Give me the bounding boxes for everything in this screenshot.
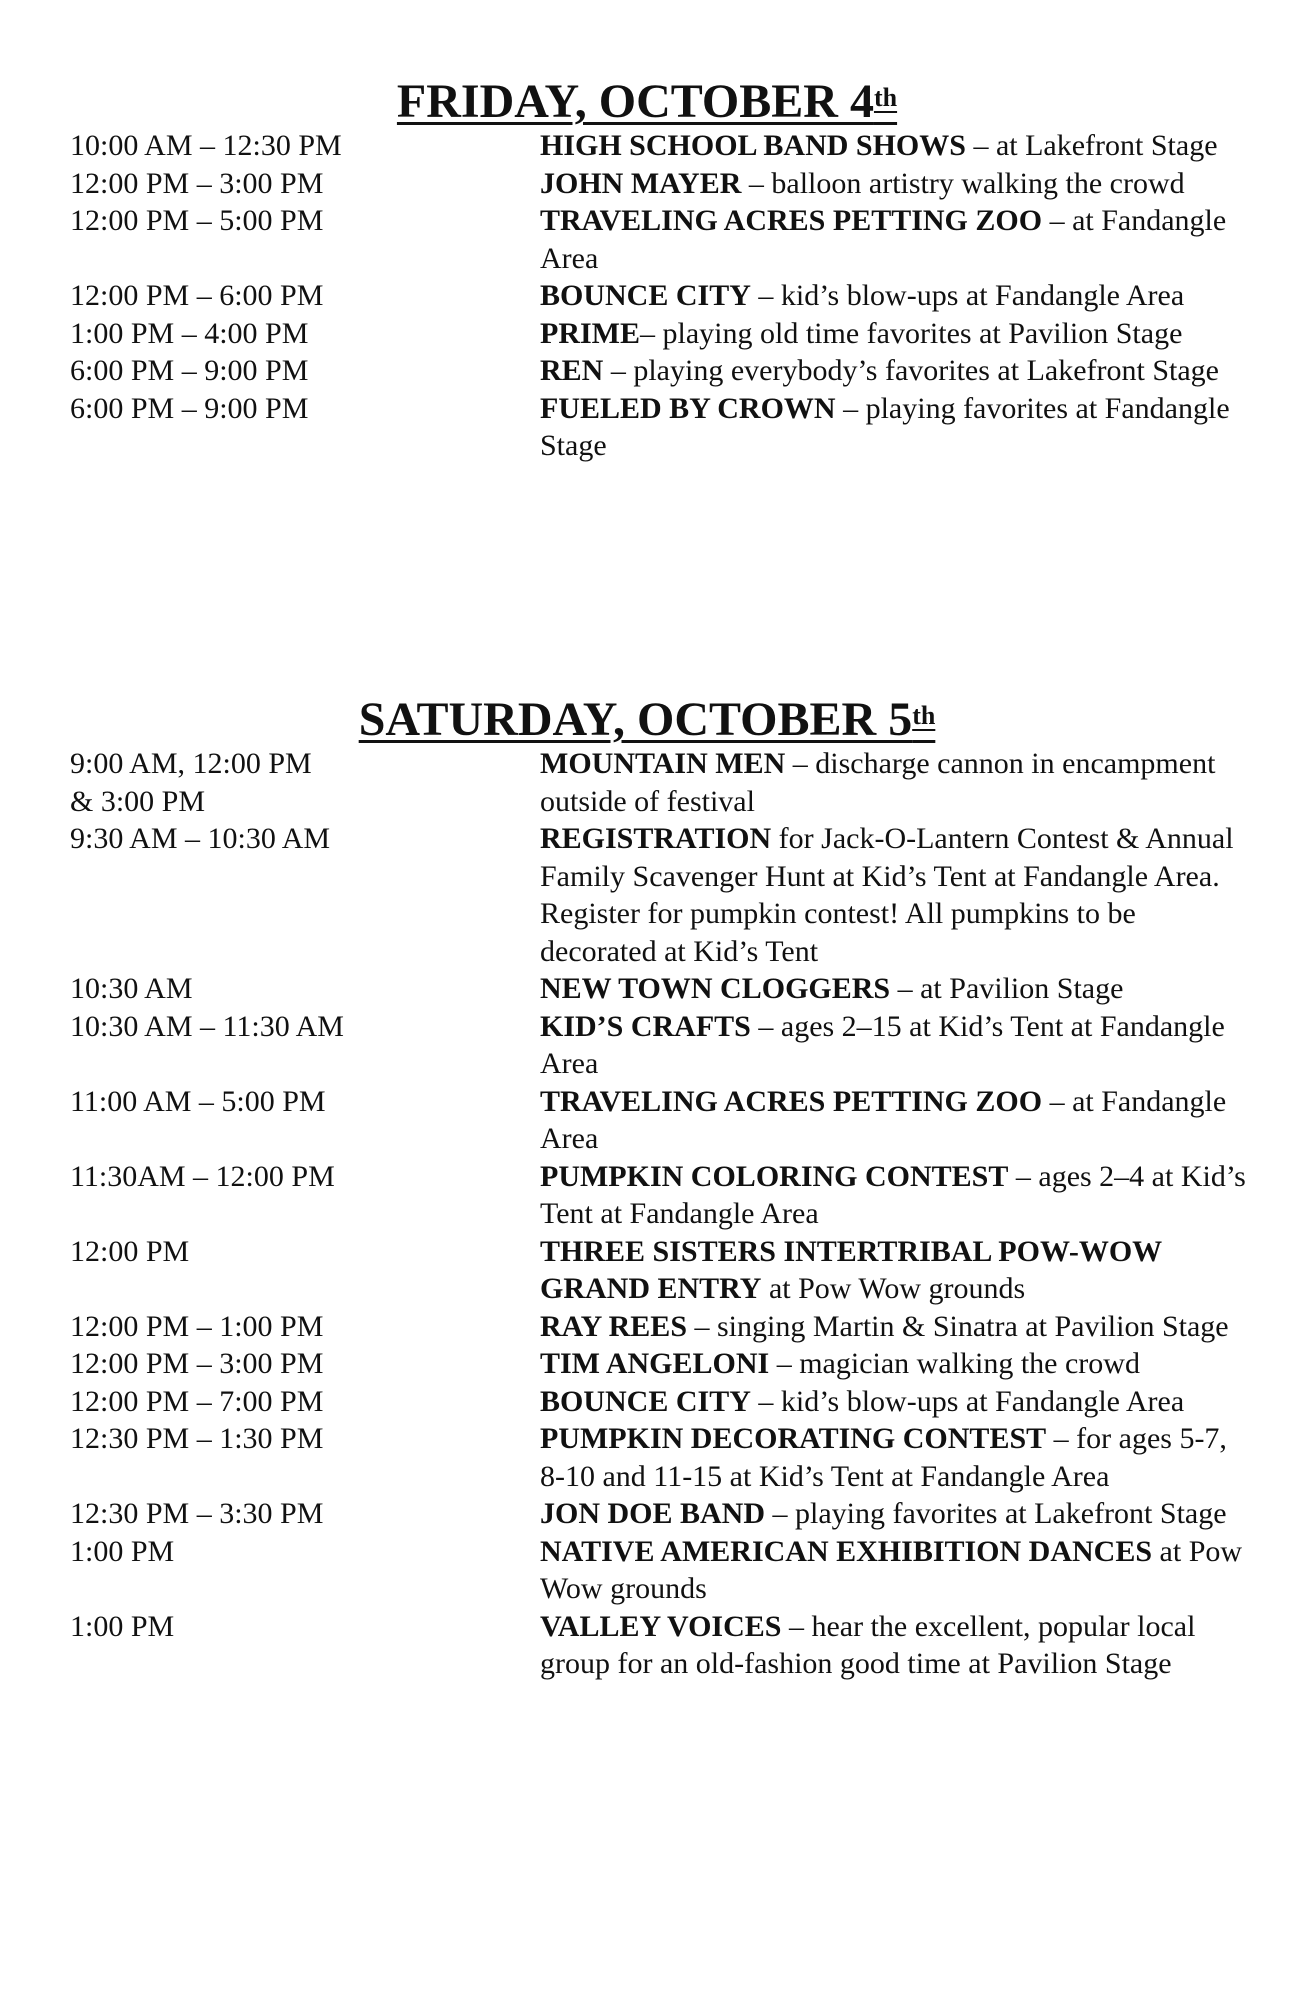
event-name: HIGH SCHOOL BAND SHOWS xyxy=(540,129,966,162)
event-name: MOUNTAIN MEN xyxy=(540,747,786,780)
event-name: VALLEY VOICES xyxy=(540,1609,782,1643)
event-name: FUELED BY CROWN xyxy=(540,391,836,425)
day-heading-text: FRIDAY, OCTOBER 4 xyxy=(396,75,874,128)
event-description xyxy=(540,202,1250,277)
event-detail: – playing favorites at Fandangle Stage xyxy=(540,391,1230,462)
schedule-row xyxy=(70,1083,1250,1158)
event-name: NATIVE AMERICAN EXHIBITION DANCES xyxy=(540,1534,1153,1568)
event-detail: – discharge cannon in encampment outside of festival xyxy=(540,747,1216,818)
event-detail: at Pow Wow grounds xyxy=(761,1272,1026,1305)
event-detail: – playing everybody’s favorites at Lakefront Stage xyxy=(603,354,1219,387)
event-time: 12:00 PM – 7:00 PM xyxy=(70,1384,324,1418)
event-description xyxy=(540,745,1250,820)
event-description xyxy=(540,390,1250,465)
event-time: 12:00 PM – 5:00 PM xyxy=(70,204,324,237)
event-name: PRIME xyxy=(540,316,640,350)
day-heading-suffix: th xyxy=(873,83,898,112)
schedule-friday xyxy=(70,127,1250,465)
day-heading-saturday xyxy=(0,694,1294,746)
event-detail: at Pow Wow grounds xyxy=(540,1534,1243,1605)
event-name: PUMPKIN DECORATING CONTEST xyxy=(540,1422,1047,1455)
event-time: 12:30 PM – 3:30 PM xyxy=(70,1497,324,1530)
event-name: PUMPKIN COLORING CONTEST xyxy=(540,1159,1009,1193)
event-detail: – magician walking the crowd xyxy=(769,1347,1140,1380)
day-heading-friday xyxy=(0,76,1294,128)
schedule-row xyxy=(70,820,1250,970)
event-detail: – at Fandangle Area xyxy=(540,1084,1227,1155)
event-detail: – kid’s blow-ups at Fandangle Area xyxy=(750,279,1185,312)
event-time: 12:00 PM xyxy=(70,1234,190,1268)
schedule-saturday xyxy=(70,745,1250,1683)
event-detail: – at Pavilion Stage xyxy=(890,972,1124,1005)
schedule-row xyxy=(70,1233,1250,1308)
event-time: 12:00 PM – 6:00 PM xyxy=(70,279,324,312)
event-name: BOUNCE CITY xyxy=(540,1384,751,1418)
event-name: RAY REES xyxy=(540,1309,687,1343)
schedule-row xyxy=(70,315,1250,353)
event-name: TRAVELING ACRES PETTING ZOO xyxy=(540,204,1043,237)
event-detail: – balloon artistry walking the crowd xyxy=(741,166,1185,200)
schedule-row xyxy=(70,390,1250,465)
event-detail: – ages 2–4 at Kid’s Tent at Fandangle Area xyxy=(540,1159,1246,1230)
event-description xyxy=(540,970,1250,1008)
schedule-row xyxy=(70,745,1250,820)
event-description xyxy=(540,352,1250,390)
event-detail: – ages 2–15 at Kid’s Tent at Fandangle Area xyxy=(540,1009,1225,1080)
event-time: 6:00 PM – 9:00 PM xyxy=(70,354,309,387)
event-detail: – singing Martin & Sinatra at Pavilion Stage xyxy=(687,1309,1229,1343)
schedule-row xyxy=(70,165,1250,203)
schedule-row xyxy=(70,277,1250,315)
event-detail: – at Fandangle Area xyxy=(540,204,1227,275)
event-time: 6:00 PM – 9:00 PM xyxy=(70,391,309,425)
schedule-row xyxy=(70,970,1250,1008)
event-time: 9:30 AM – 10:30 AM xyxy=(70,822,331,855)
event-time: 9:00 AM, 12:00 PM & 3:00 PM xyxy=(70,747,312,818)
event-name: REN xyxy=(540,354,604,387)
event-time: 11:00 AM – 5:00 PM xyxy=(70,1084,326,1118)
schedule-row xyxy=(70,352,1250,390)
schedule-row xyxy=(70,1383,1250,1421)
event-name: TIM ANGELONI xyxy=(540,1347,770,1380)
event-description xyxy=(540,1233,1250,1308)
schedule-row xyxy=(70,1533,1250,1608)
event-description xyxy=(540,1533,1250,1608)
event-detail: – hear the excellent, popular local group for an old-fashion good time at Pavilion Stage xyxy=(540,1609,1196,1680)
schedule-row xyxy=(70,1308,1250,1346)
event-description xyxy=(540,127,1250,165)
event-time: 12:00 PM – 1:00 PM xyxy=(70,1309,324,1343)
event-name: JON DOE BAND xyxy=(540,1497,766,1530)
event-time: 10:30 AM – 11:30 AM xyxy=(70,1009,344,1043)
event-description xyxy=(540,1608,1250,1683)
event-description xyxy=(540,1158,1250,1233)
event-name: BOUNCE CITY xyxy=(540,279,751,312)
event-detail: – kid’s blow-ups at Fandangle Area xyxy=(750,1384,1185,1418)
event-time: 1:00 PM – 4:00 PM xyxy=(70,316,309,350)
event-detail: – for ages 5-7, 8-10 and 11-15 at Kid’s Tent at Fandangle Area xyxy=(540,1422,1227,1493)
event-detail: – playing favorites at Lakefront Stage xyxy=(765,1497,1227,1530)
event-detail: for Jack-O-Lantern Contest & Annual Family Scavenger Hunt at Kid’s Tent at Fandangle Area. Register for pumpkin contest! All pumpkins to be decorated at Kid’s Tent xyxy=(540,822,1234,968)
event-name: THREE SISTERS INTERTRIBAL POW-WOW GRAND ENTRY xyxy=(540,1234,1162,1305)
day-heading-text: SATURDAY, OCTOBER 5 xyxy=(358,693,913,746)
event-name: JOHN MAYER xyxy=(540,166,742,200)
schedule-row xyxy=(70,1420,1250,1495)
event-time: 10:00 AM – 12:30 PM xyxy=(70,129,342,162)
event-detail: – playing old time favorites at Pavilion Stage xyxy=(640,316,1183,350)
schedule-row xyxy=(70,1495,1250,1533)
event-time: 1:00 PM xyxy=(70,1609,175,1643)
event-time: 12:30 PM – 1:30 PM xyxy=(70,1422,324,1455)
event-time: 1:00 PM xyxy=(70,1534,175,1568)
schedule-row xyxy=(70,1608,1250,1683)
schedule-row xyxy=(70,1345,1250,1383)
event-time: 11:30AM – 12:00 PM xyxy=(70,1159,335,1193)
event-time: 10:30 AM xyxy=(70,972,193,1005)
event-description xyxy=(540,1008,1250,1083)
schedule-row xyxy=(70,1158,1250,1233)
event-name: KID’S CRAFTS xyxy=(540,1009,751,1043)
event-name: TRAVELING ACRES PETTING ZOO xyxy=(540,1084,1043,1118)
event-description xyxy=(540,1383,1250,1421)
event-description xyxy=(540,1345,1250,1383)
event-description xyxy=(540,315,1250,353)
event-description xyxy=(540,1308,1250,1346)
event-description xyxy=(540,1495,1250,1533)
event-description xyxy=(540,165,1250,203)
day-heading-suffix: th xyxy=(912,701,936,730)
schedule-row xyxy=(70,202,1250,277)
event-description xyxy=(540,1420,1250,1495)
event-time: 12:00 PM – 3:00 PM xyxy=(70,166,324,200)
event-name: REGISTRATION xyxy=(540,822,772,855)
event-description xyxy=(540,277,1250,315)
schedule-row xyxy=(70,127,1250,165)
schedule-row xyxy=(70,1008,1250,1083)
event-name: NEW TOWN CLOGGERS xyxy=(540,972,891,1005)
event-description xyxy=(540,1083,1250,1158)
event-description xyxy=(540,820,1250,970)
event-detail: – at Lakefront Stage xyxy=(965,129,1218,162)
event-time: 12:00 PM – 3:00 PM xyxy=(70,1347,324,1380)
